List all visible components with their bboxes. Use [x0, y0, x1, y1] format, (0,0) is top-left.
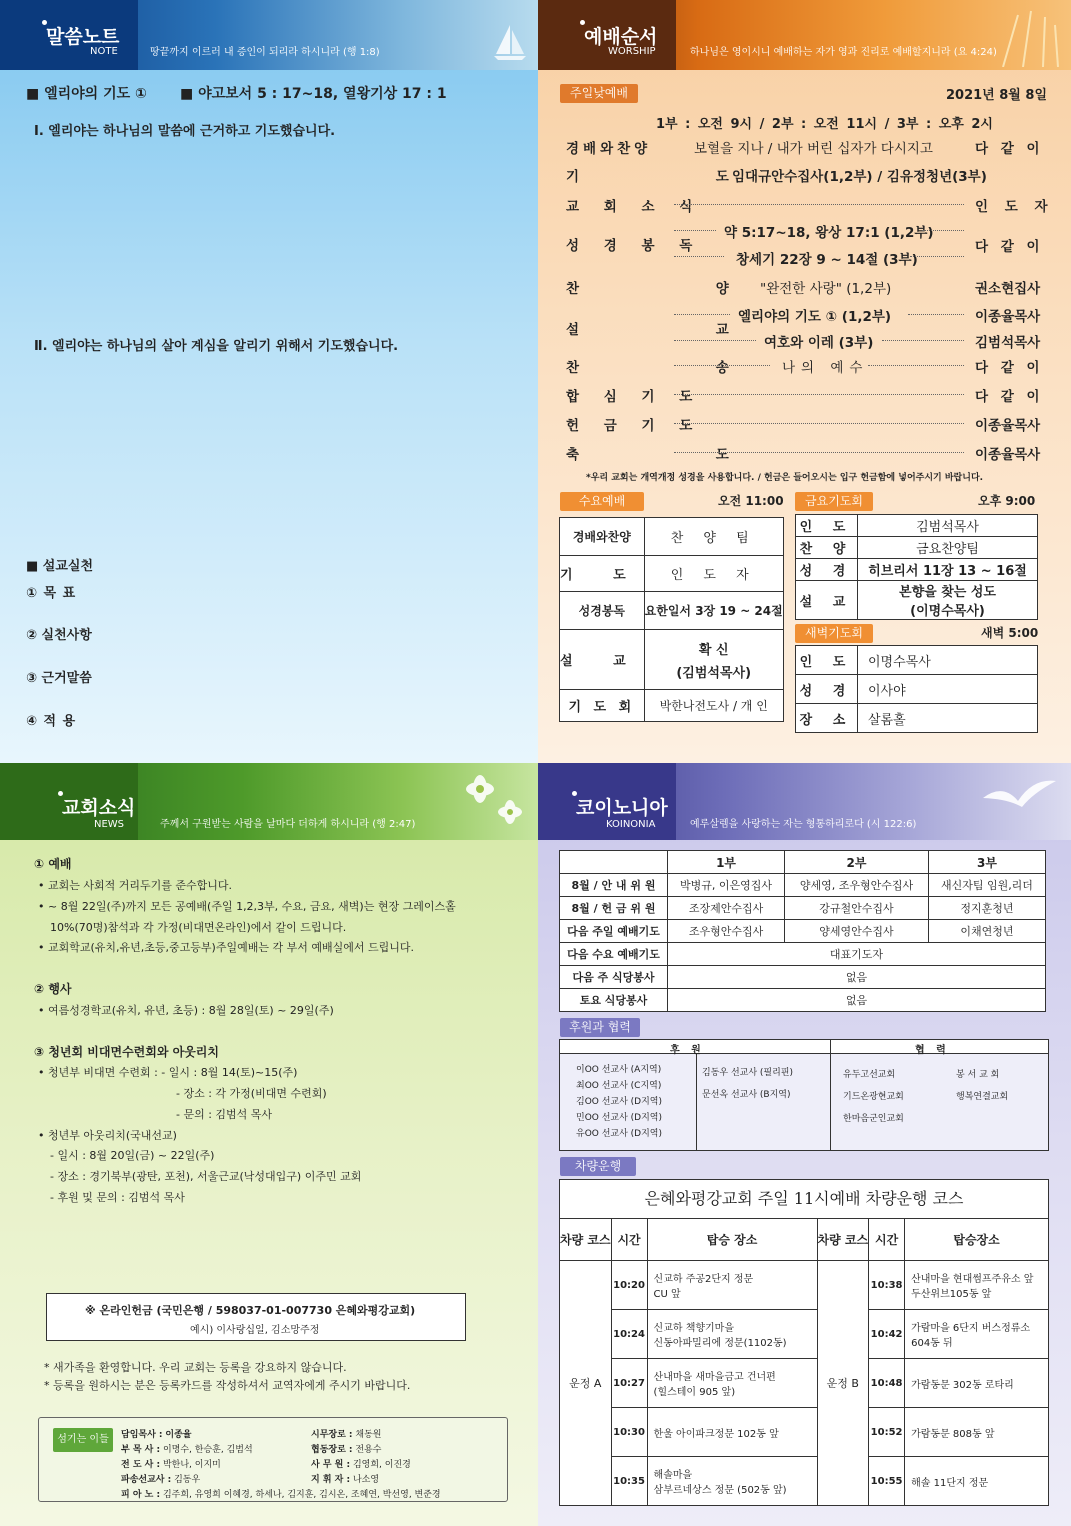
news-item: - 일시 : 8월 20일(금) ~ 22일(주)	[50, 1149, 215, 1162]
news-item: • 청년부 아웃리치(국내선교)	[38, 1129, 177, 1142]
news-section-youth: ③ 청년회 비대면수련회와 아웃리치	[34, 1045, 219, 1059]
staff-badge: 섬기는 이들	[53, 1428, 113, 1452]
staff-right: 시무장로 : 채동원 협동장로 : 전용수 사 무 원 : 김영희, 이진경 지 휘 자 : 나소영	[311, 1430, 411, 1485]
order-label: 경배와찬양	[566, 141, 652, 157]
order-content: 나의 예수	[782, 360, 869, 376]
news-item: 10%(70명)참석과 각 가정(비대면온라인)에서 같이 드립니다.	[50, 921, 347, 934]
flower-icon	[440, 767, 535, 839]
wednesday-row: 기 도 회 박한나전도사 / 개 인	[560, 690, 784, 722]
wednesday-pill: 수요예배	[560, 492, 644, 511]
staff-box	[38, 1417, 508, 1502]
duty-header-row: 1부 2부 3부	[560, 851, 1046, 874]
koinonia-banner	[538, 763, 1071, 840]
sermon-scripture: ■ 야고보서 5 : 17~18, 열왕기상 17 : 1	[180, 86, 447, 102]
duty-row: 다음 주 식당봉사 없음	[560, 966, 1046, 989]
order-label: 헌 금 기 도	[566, 418, 703, 434]
bus-row: 10:30 한울 아이파크정문 102동 앞 10:52 가람동문 808동 앞	[560, 1408, 1049, 1457]
order-leader: 이종율목사	[975, 447, 1041, 463]
order-leader: 이종율목사	[975, 309, 1041, 325]
service-times: 1부 : 오전 9시 / 2부 : 오전 11시 / 3부 : 오후 2시	[656, 117, 993, 132]
service-date: 2021년 8월 8일	[946, 88, 1047, 103]
order-row	[538, 277, 1071, 297]
news-item: - 후원 및 문의 : 김범석 목사	[50, 1191, 185, 1204]
order-leader: 권소현집사	[975, 281, 1041, 297]
partner-list-1: 유두고선교회 기드온광현교회 한마음군인교회	[843, 1070, 904, 1124]
wednesday-row: 설 교 확 신 (김범석목사)	[560, 630, 784, 690]
worship-tag	[538, 0, 676, 70]
note-banner	[0, 0, 538, 70]
duty-row: 다음 수요 예배기도 대표기도자	[560, 943, 1046, 966]
practice-item: ② 실천사항	[26, 628, 92, 643]
worship-banner	[538, 0, 1071, 70]
wednesday-row: 기 도 인 도 자	[560, 556, 784, 592]
worship-tag-title: 예배순서	[584, 26, 658, 48]
friday-table	[795, 514, 1038, 620]
bus-header-row: 차량 코스 시간 탑승 장소 차량 코스 시간 탑승장소	[560, 1219, 1049, 1261]
news-item: • 교회학교(유치,유년,초등,중고등부)주일예배는 각 부서 예배실에서 드립니다.	[38, 941, 414, 954]
friday-pill: 금요기도회	[795, 492, 873, 511]
online-offering-box	[46, 1293, 466, 1341]
news-verse: 주께서 구원받는 사람을 날마다 더하게 하시니라 (행 2:47)	[160, 819, 416, 830]
friday-row: 설 교 본향을 찾는 성도 (이명수목사)	[796, 581, 1038, 620]
worship-verse: 하나님은 영이시니 예배하는 자가 영과 진리로 예배할지니라 (요 4:24)	[690, 47, 997, 58]
order-label: 찬 양	[566, 281, 795, 297]
support-list-1: 이OO 선교사 (A지역) 최OO 선교사 (C지역) 김OO 선교사 (D지역) 민OO 선교사 (D지역) 유OO 선교사 (D지역)	[576, 1065, 663, 1139]
order-content: 보혈을 지나 / 내가 버린 십자가 다시지고	[694, 141, 933, 157]
wednesday-table	[559, 517, 784, 722]
bus-table	[559, 1218, 1049, 1506]
bus-pill: 차량운행	[560, 1157, 636, 1176]
koinonia-tag	[538, 763, 676, 840]
koinonia-verse: 예루살렘을 사랑하는 자는 형통하리로다 (시 122:6)	[690, 819, 917, 830]
order-content: 엘리야의 기도 ① (1,2부)	[738, 309, 892, 325]
online-offering-account: ※ 온라인헌금 (국민은행 / 598037-01-007730 은혜와평강교회)	[85, 1304, 416, 1317]
practice-title: ■ 설교실천	[26, 559, 94, 574]
order-label: 축 도	[566, 447, 795, 463]
order-leader: 이종율목사	[975, 418, 1041, 434]
news-tag-en: NEWS	[94, 819, 125, 830]
course-a: 운정 A	[560, 1261, 612, 1506]
order-row	[538, 137, 1071, 157]
practice-item: ③ 근거말씀	[26, 671, 92, 686]
friday-row: 성 경 히브리서 11장 13 ~ 16절	[796, 559, 1038, 581]
support-list-2: 김동우 선교사 (필리핀) 문선옥 선교사 (B지역)	[702, 1068, 793, 1100]
duty-table	[559, 850, 1046, 1012]
dawn-table	[795, 645, 1038, 733]
worship-tag-en: WORSHIP	[608, 46, 656, 57]
order-leader: 다 같 이	[975, 360, 1044, 376]
bus-row: 운정 A 10:20 신교하 주공2단지 정문 CU 앞 운정 B 10:38 산내마을 현대썸프주유소 앞 두산위브105동 앞	[560, 1261, 1049, 1310]
bible-offering-notice: *우리 교회는 개역개정 성경을 사용합니다. / 헌금은 들어오시는 입구 헌금함에 넣어주시기 바랍니다.	[586, 473, 984, 483]
partner-head: 협 력	[915, 1045, 950, 1056]
sermon-point-1: Ⅰ. 엘리야는 하나님의 말씀에 근거하고 기도했습니다.	[34, 124, 336, 139]
koinonia-tag-en: KOINONIA	[606, 819, 656, 830]
bus-row: 10:24 신교하 책향기마을 신동아파밀리에 정문(1102동) 10:42 가람마을 6단지 버스정류소 604동 뒤	[560, 1310, 1049, 1359]
news-item: - 장소 : 경기북부(광탄, 포천), 서울근교(낙성대입구) 이주민 교회	[50, 1170, 362, 1183]
sermon-note-panel	[0, 0, 538, 763]
order-row	[538, 414, 1071, 434]
order-leader: 다 같 이	[975, 141, 1044, 157]
order-content-2: 여호와 이레 (3부)	[764, 335, 874, 351]
duty-row: 8월 / 헌 금 위 원 조장제안수집사 강규철안수집사 정지훈청년	[560, 897, 1046, 920]
news-item: - 장소 : 각 가정(비대면 수련회)	[176, 1087, 327, 1100]
news-section-worship: ① 예배	[34, 857, 72, 871]
order-content: "완전한 사랑" (1,2부)	[760, 281, 892, 297]
practice-item: ④ 적 용	[26, 714, 77, 729]
online-offering-example: 예시) 이사랑십일, 김소망주정	[190, 1325, 320, 1336]
order-row	[538, 305, 1071, 351]
order-row	[538, 221, 1071, 267]
sailboat-icon	[490, 20, 530, 65]
note-tag-title: 말씀노트	[46, 26, 120, 48]
practice-item: ① 목 표	[26, 586, 77, 601]
order-row	[538, 165, 1071, 185]
news-item: - 문의 : 김범석 목사	[176, 1108, 273, 1121]
sermon-point-2: Ⅱ. 엘리야는 하나님의 살아 계심을 알리기 위해서 기도했습니다.	[34, 339, 399, 354]
friday-time: 오후 9:00	[978, 494, 1036, 508]
note-tag-en: NOTE	[90, 46, 118, 57]
wednesday-time: 오전 11:00	[718, 494, 784, 508]
note-tag	[0, 0, 138, 70]
support-table	[559, 1039, 1049, 1151]
news-item: • 청년부 비대면 수련회 : - 일시 : 8월 14(토)~15(주)	[38, 1066, 298, 1079]
wednesday-row: 성경봉독 요한일서 3장 19 ~ 24절	[560, 592, 784, 630]
dawn-time: 새벽 5:00	[981, 626, 1039, 640]
dawn-row: 장 소 살롬홀	[796, 704, 1038, 733]
order-label: 기 도	[566, 169, 795, 185]
course-b: 운정 B	[817, 1261, 869, 1506]
koinonia-panel	[538, 763, 1071, 1526]
church-news-panel	[0, 763, 538, 1526]
bus-title: 은혜와평강교회 주일 11시예배 차량운행 코스	[559, 1179, 1049, 1219]
order-row	[538, 443, 1071, 463]
bus-row: 10:27 산내마을 새마을금고 건너편 (힐스테이 905 앞) 10:48 가람동문 302동 로타리	[560, 1359, 1049, 1408]
dawn-pill: 새벽기도회	[795, 624, 873, 643]
news-tag	[0, 763, 138, 840]
order-content: 약 5:17~18, 왕상 17:1 (1,2부)	[724, 225, 934, 241]
dawn-row: 인 도 이명수목사	[796, 646, 1038, 675]
wheat-icon	[983, 5, 1068, 67]
order-content-2: 창세기 22장 9 ~ 14절 (3부)	[736, 252, 918, 268]
support-head: 후 원	[670, 1045, 705, 1056]
order-label: 성 경 봉 독	[566, 238, 703, 254]
news-section-events: ② 행사	[34, 982, 72, 996]
wednesday-row: 경배와찬양 찬 양 팀	[560, 518, 784, 556]
news-item: • 교회는 사회적 거리두기를 준수합니다.	[38, 879, 232, 892]
order-label: 찬 송	[566, 360, 795, 376]
duty-row: 다음 주일 예배기도 조우형안수집사 양세영안수집사 이채연청년	[560, 920, 1046, 943]
news-item: • 여름성경학교(유치, 유년, 초등) : 8월 28일(토) ~ 29일(주)	[38, 1004, 334, 1017]
welcome-line: * 등록을 원하시는 분은 등록카드를 작성하셔서 교역자에게 주시기 바랍니다.	[44, 1379, 411, 1392]
order-content: 임대규안수집사(1,2부) / 김유정청년(3부)	[732, 169, 987, 185]
support-pill: 후원과 협력	[560, 1018, 640, 1037]
order-row	[538, 195, 1071, 215]
order-row	[538, 356, 1071, 376]
note-verse: 땅끝까지 이르러 내 증인이 되리라 하시니라 (행 1:8)	[150, 47, 380, 58]
friday-row: 인 도 김범석목사	[796, 515, 1038, 537]
worship-order-panel	[538, 0, 1071, 763]
order-label: 합 심 기 도	[566, 389, 703, 405]
welcome-line: * 새가족을 환영합니다. 우리 교회는 등록을 강요하지 않습니다.	[44, 1361, 347, 1374]
duty-row: 토요 식당봉사 없음	[560, 989, 1046, 1012]
staff-left: 담임목사 : 이종율 부 목 사 : 이명수, 한승훈, 김범석 전 도 사 : 박한나, 이지미 파송선교사 : 김동우 피 아 노 : 김주희, 유영희 이혜경, 하세나, 김지훈, 김시온, 조혜연, 박선영, 변준경	[121, 1430, 441, 1500]
order-label: 설 교	[566, 322, 795, 338]
order-leader: 다 같 이	[975, 389, 1044, 405]
koinonia-tag-title: 코이노니아	[576, 797, 668, 819]
news-item: • ~ 8월 22일(주)까지 모든 공예배(주일 1,2,3부, 수요, 금요, 새벽)는 현장 그레이스홀	[38, 900, 456, 913]
order-row	[538, 385, 1071, 405]
order-leader: 다 같 이	[975, 239, 1044, 255]
order-leader-2: 김범석목사	[975, 335, 1041, 351]
sunday-service-pill: 주일낮예배	[560, 84, 638, 103]
bus-row: 10:35 해솔마을 삼부르네상스 정문 (502동 앞) 10:55 해솔 11단지 정문	[560, 1457, 1049, 1506]
order-label: 교 회 소 식	[566, 199, 703, 215]
bird-icon	[978, 773, 1058, 823]
news-tag-title: 교회소식	[62, 797, 136, 819]
friday-row: 찬 양 금요찬양팀	[796, 537, 1038, 559]
duty-row: 8월 / 안 내 위 원 박병규, 이은영집사 양세영, 조우형안수집사 새신자팀 임원,리더	[560, 874, 1046, 897]
partner-list-2: 봉 서 교 회 행복연결교회	[956, 1070, 1009, 1102]
news-banner	[0, 763, 538, 840]
order-leader: 인 도 자	[975, 199, 1054, 215]
dawn-row: 성 경 이사야	[796, 675, 1038, 704]
sermon-title: ■ 엘리야의 기도 ①	[26, 86, 147, 102]
